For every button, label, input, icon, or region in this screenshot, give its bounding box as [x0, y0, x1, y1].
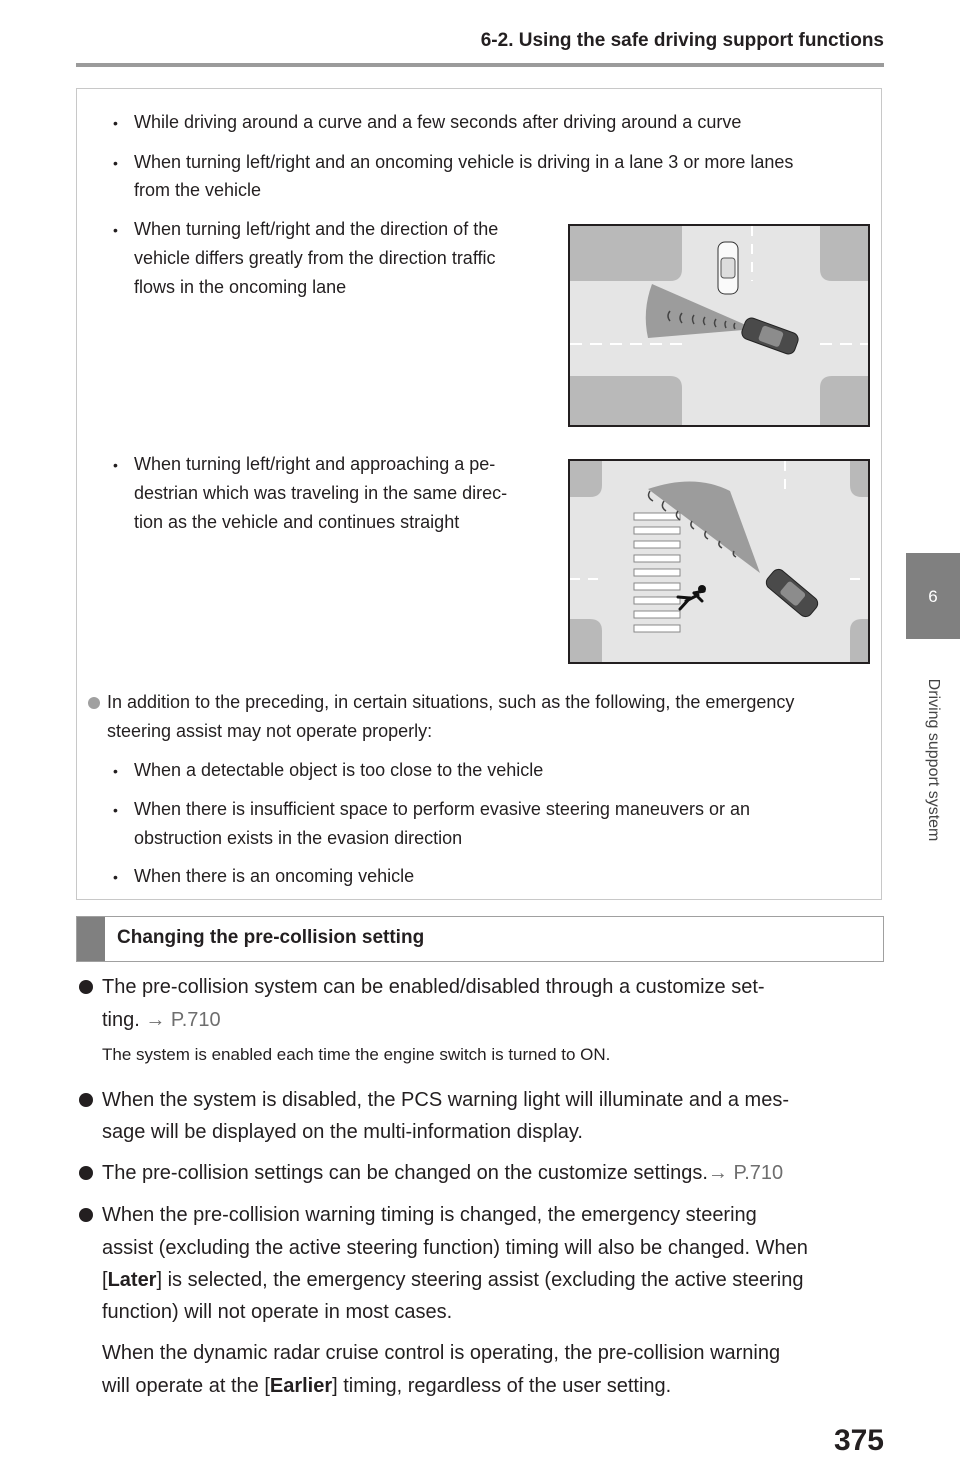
bullet: •: [113, 155, 118, 171]
paragraph-text-fragment: will operate at the [: [102, 1375, 270, 1397]
bullet: •: [113, 222, 118, 238]
bracket: [: [102, 1269, 108, 1291]
paragraph-bullet: [79, 1166, 93, 1180]
paragraph-text-cont: When the dynamic radar cruise control is operating, the pre-collision warning: [102, 1342, 781, 1364]
bullet: •: [113, 869, 118, 885]
page-link[interactable]: → P.710: [707, 1162, 784, 1184]
running-header: 6-2. Using the safe driving support functions: [480, 30, 884, 51]
paragraph-text: [102, 1157, 783, 1189]
paragraph-bullet: [79, 1093, 93, 1107]
paragraph-text-fragment: ] timing, regardless of the user setting.: [332, 1375, 672, 1397]
paragraph-note: The system is enabled each time the engine switch is turned to ON.: [102, 1045, 611, 1064]
header-rule: [76, 63, 884, 67]
paragraph-text-cont: [102, 1264, 803, 1296]
page-number: 375: [833, 1424, 884, 1457]
bullet: •: [113, 457, 118, 473]
bullet-text-cont: vehicle differs greatly from the direction traffic: [134, 248, 496, 268]
paragraph-text-cont: sage will be displayed on the multi-information display.: [102, 1121, 583, 1143]
bullet: •: [113, 115, 118, 131]
paragraph-text: When the system is disabled, the PCS warning light will illuminate and a mes-: [102, 1089, 789, 1111]
note-text-cont: steering assist may not operate properly:: [107, 721, 433, 741]
setting-later: Later: [107, 1269, 157, 1291]
bullet-text: When turning left/right and approaching a pe-: [134, 454, 496, 474]
note-text: In addition to the preceding, in certain situations, such as the following, the emergency: [107, 692, 795, 712]
paragraph-text-fragment: ting.: [102, 1009, 140, 1031]
oncoming-lane-illustration: [568, 224, 870, 427]
chapter-number: 6: [928, 587, 938, 606]
bullet-text: When turning left/right and an oncoming vehicle is driving in a lane 3 or more lanes: [134, 152, 794, 172]
paragraph-bullet: [79, 980, 93, 994]
paragraph-text-cont: [102, 1004, 221, 1036]
paragraph-text-fragment: The pre-collision settings can be changed on the customize settings.: [102, 1162, 708, 1184]
bullet-text-cont: destrian which was traveling in the same direc-: [134, 483, 508, 503]
bullet-text-cont: flows in the oncoming lane: [134, 277, 347, 297]
paragraph-text-fragment: ] is selected, the emergency steering assist (excluding the active steering: [156, 1269, 804, 1291]
paragraph-bullet: [79, 1208, 93, 1222]
setting-earlier: Earlier: [269, 1375, 333, 1397]
section-heading-bar: [77, 917, 105, 961]
page-link[interactable]: → P.710: [145, 1009, 221, 1031]
pedestrian-illustration: [568, 459, 870, 664]
bullet-text: While driving around a curve and a few seconds after driving around a curve: [134, 112, 742, 132]
note-item: When there is insufficient space to perform evasive steering maneuvers or an: [134, 799, 750, 819]
bullet-text-cont: from the vehicle: [134, 180, 262, 200]
paragraph-text-cont: [102, 1370, 671, 1402]
note-item-cont: obstruction exists in the evasion direction: [134, 828, 463, 848]
bullet-text-cont: tion as the vehicle and continues straight: [134, 512, 460, 532]
chapter-label: Driving support system: [925, 678, 942, 842]
bullet: •: [113, 763, 118, 779]
note-item: When there is an oncoming vehicle: [134, 866, 415, 886]
paragraph-text-cont: assist (excluding the active steering function) timing will also be changed. When: [102, 1237, 808, 1259]
paragraph-text: The pre-collision system can be enabled/disabled through a customize set-: [102, 976, 765, 998]
bullet-text: When turning left/right and the direction of the: [134, 219, 499, 239]
paragraph-text-cont: function) will not operate in most cases.: [102, 1301, 453, 1323]
note-bullet: [88, 697, 100, 709]
section-title: Changing the pre-collision setting: [117, 927, 425, 948]
paragraph-text: When the pre-collision warning timing is changed, the emergency steering: [102, 1204, 757, 1226]
note-item: When a detectable object is too close to the vehicle: [134, 760, 544, 780]
bullet: •: [113, 802, 118, 818]
section-heading: [76, 916, 884, 962]
